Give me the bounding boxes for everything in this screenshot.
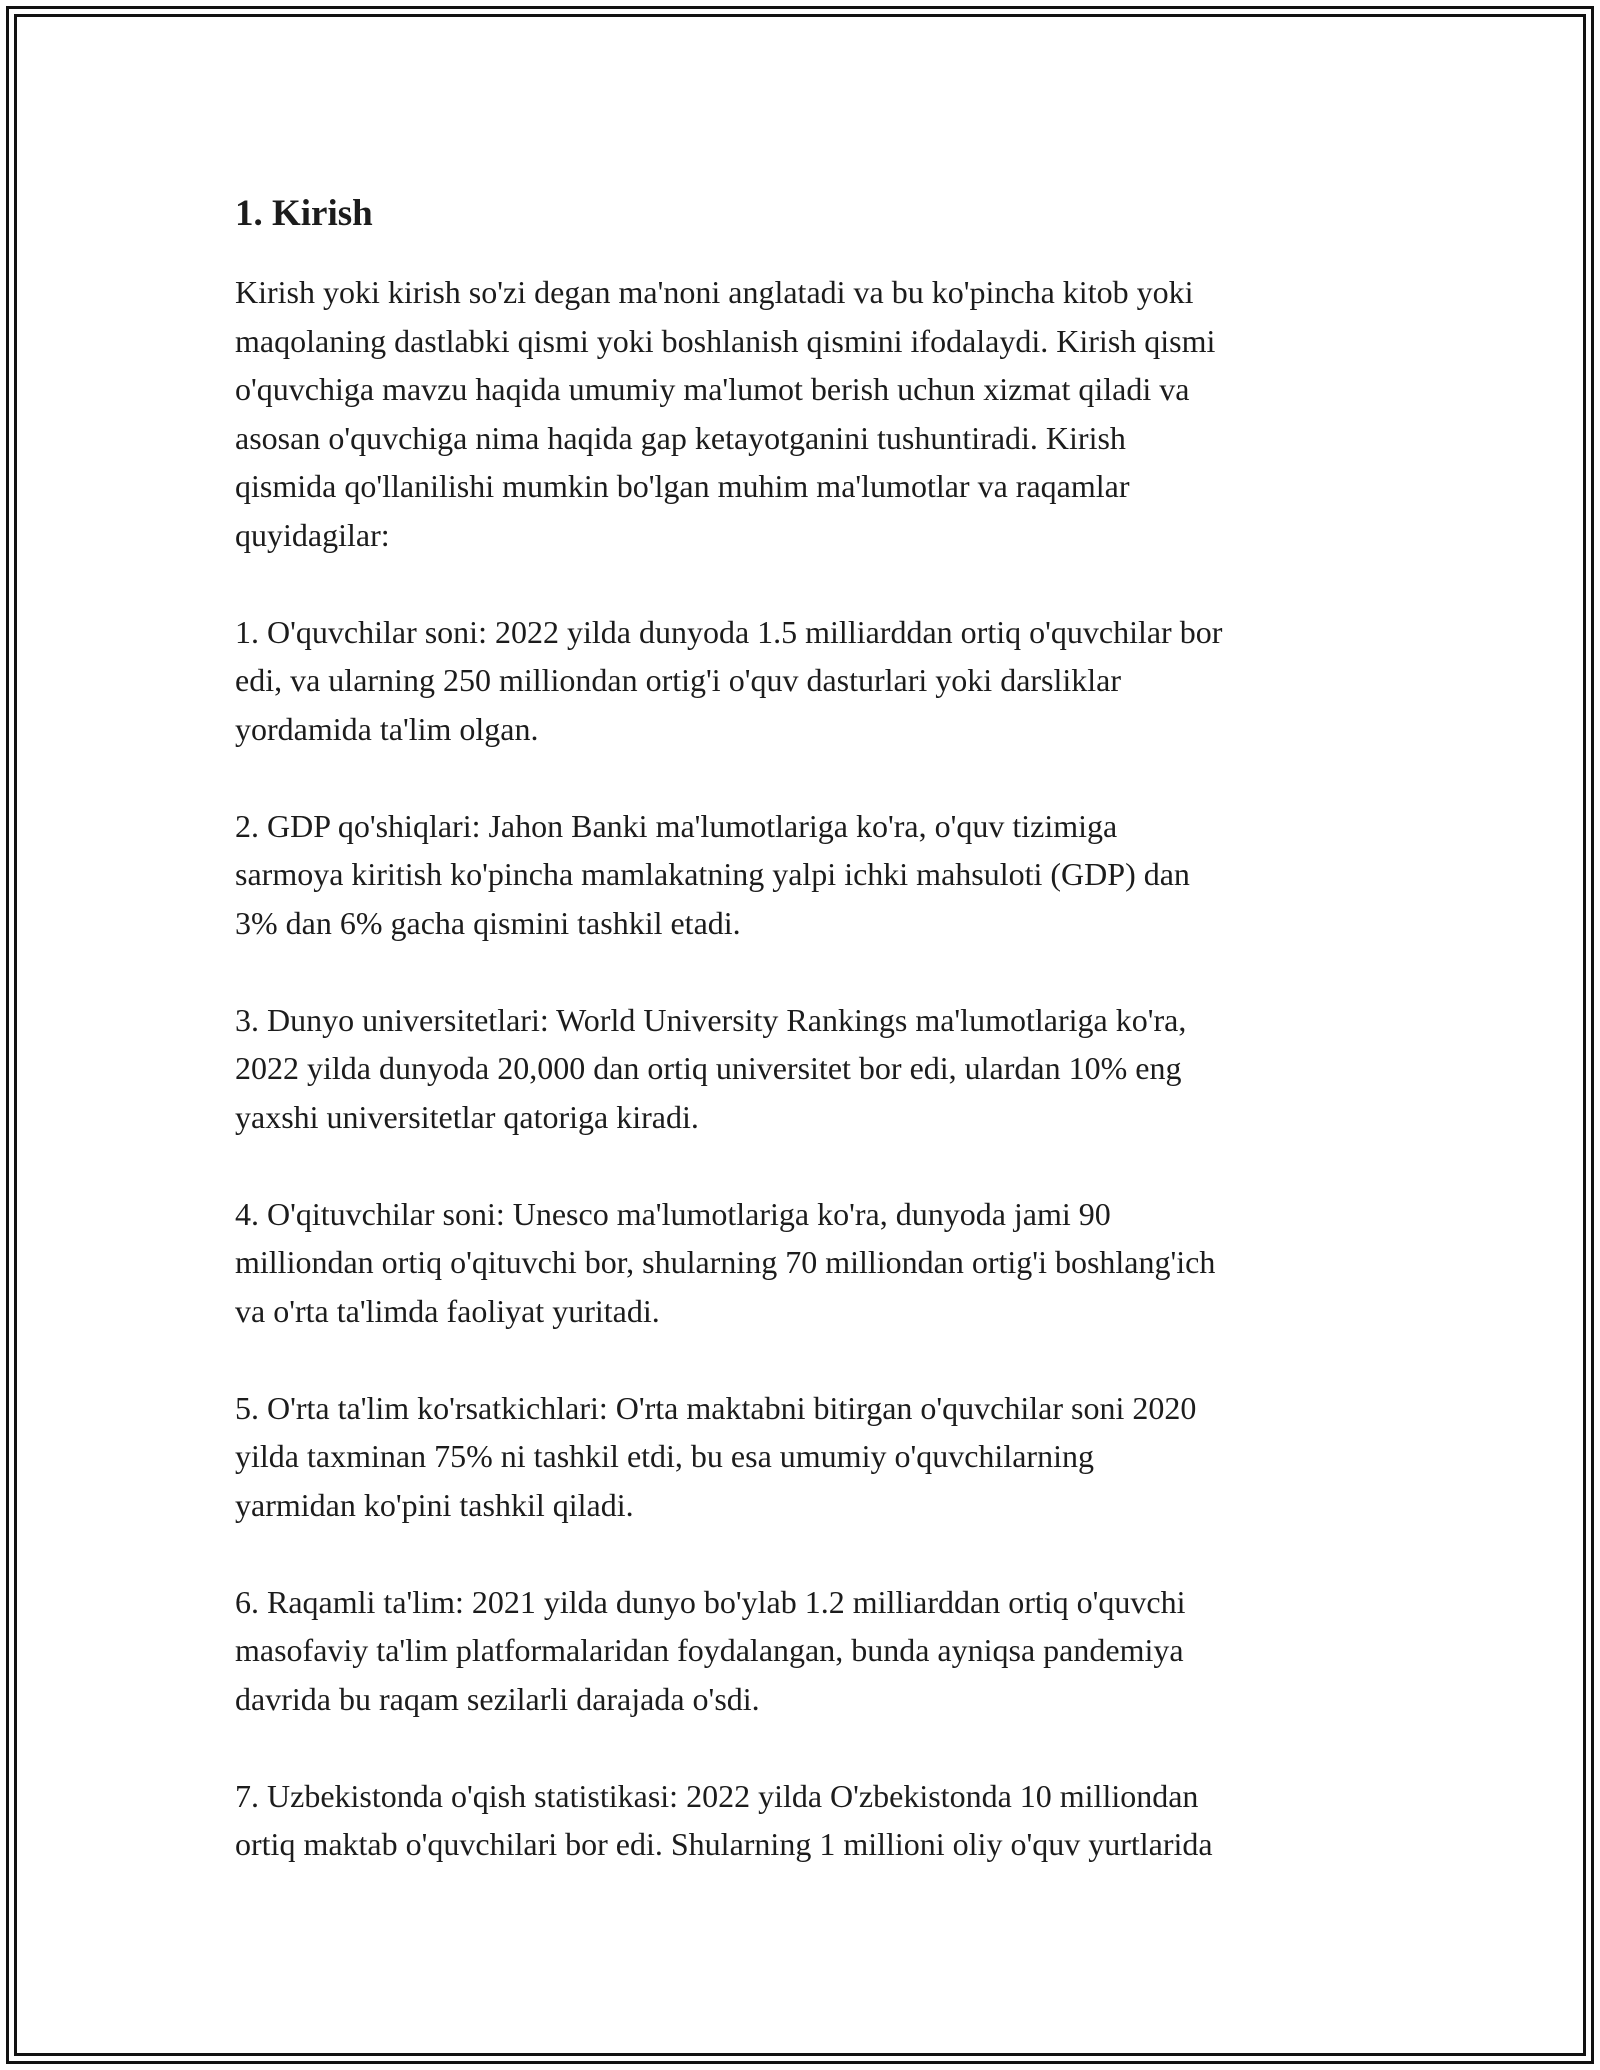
text-line: 4. O'qituvchilar soni: Unesco ma'lumotlariga ko'ra, dunyoda jami 90 <box>235 1195 1111 1232</box>
text-line: yaxshi universitetlar qatoriga kiradi. <box>235 1098 699 1135</box>
text-line: ortiq maktab o'quvchilari bor edi. Shularning 1 millioni oliy o'quv yurtlarida <box>235 1826 1213 1862</box>
text-line: asosan o'quvchiga nima haqida gap ketayotganini tushuntiradi. Kirish <box>235 419 1126 456</box>
text-line: masofaviy ta'lim platformalaridan foydalangan, bunda ayniqsa pandemiya <box>235 1632 1184 1668</box>
text-line: o'quvchiga mavzu haqida umumiy ma'lumot berish uchun xizmat qiladi va <box>235 371 1190 407</box>
list-item-gdp <box>235 802 1385 948</box>
list-item-teachers <box>235 1190 1385 1336</box>
text-line: qismida qo'llanilishi mumkin bo'lgan muhim ma'lumotlar va raqamlar <box>235 468 1130 504</box>
list-item-secondary-education <box>235 1384 1385 1530</box>
section-heading: 1. Kirish <box>235 193 373 234</box>
text-line: davrida bu raqam sezilarli darajada o'sdi. <box>235 1680 760 1717</box>
list-item-universities <box>235 996 1385 1142</box>
text-line: maqolaning dastlabki qismi yoki boshlanish qismini ifodalaydi. Kirish qismi <box>235 322 1216 359</box>
text-line: 2022 yilda dunyoda 20,000 dan ortiq universitet bor edi, ulardan 10% eng <box>235 1050 1182 1086</box>
intro-paragraph <box>235 268 1385 559</box>
list-item-uzbekistan-statistics <box>235 1772 1385 1869</box>
text-line: 2. GDP qo'shiqlari: Jahon Banki ma'lumotlariga ko'ra, o'quv tizimiga <box>235 807 1118 844</box>
text-line: edi, va ularning 250 milliondan ortig'i o'quv dasturlari yoki darsliklar <box>235 662 1122 698</box>
text-line: Kirish yoki kirish so'zi degan ma'noni anglatadi va bu ko'pincha kitob yoki <box>235 274 1194 310</box>
text-line: sarmoya kiritish ko'pincha mamlakatning yalpi ichki mahsuloti (GDP) dan <box>235 856 1190 892</box>
text-line: va o'rta ta'limda faoliyat yuritadi. <box>235 1292 660 1329</box>
text-line: 1. O'quvchilar soni: 2022 yilda dunyoda 1.5 milliarddan ortiq o'quvchilar bor <box>235 613 1223 650</box>
text-line: yarmidan ko'pini tashkil qiladi. <box>235 1486 634 1523</box>
text-line: 7. Uzbekistonda o'qish statistikasi: 2022 yilda O'zbekistonda 10 milliondan <box>235 1777 1199 1814</box>
text-line: 6. Raqamli ta'lim: 2021 yilda dunyo bo'ylab 1.2 milliarddan ortiq o'quvchi <box>235 1583 1186 1620</box>
list-item-digital-education <box>235 1578 1385 1724</box>
text-line: 3. Dunyo universitetlari: World University Rankings ma'lumotlariga ko'ra, <box>235 1001 1187 1038</box>
text-line: yordamida ta'lim olgan. <box>235 710 539 747</box>
text-line: milliondan ortiq o'qituvchi bor, shularning 70 milliondan ortig'i boshlang'ich <box>235 1244 1216 1280</box>
document-body <box>235 186 1385 1869</box>
text-line: yilda taxminan 75% ni tashkil etdi, bu esa umumiy o'quvchilarning <box>235 1438 1094 1474</box>
text-line: 3% dan 6% gacha qismini tashkil etadi. <box>235 904 741 941</box>
list-item-students <box>235 608 1385 754</box>
text-line: quyidagilar: <box>235 516 390 553</box>
text-line: 5. O'rta ta'lim ko'rsatkichlari: O'rta maktabni bitirgan o'quvchilar soni 2020 <box>235 1389 1197 1426</box>
